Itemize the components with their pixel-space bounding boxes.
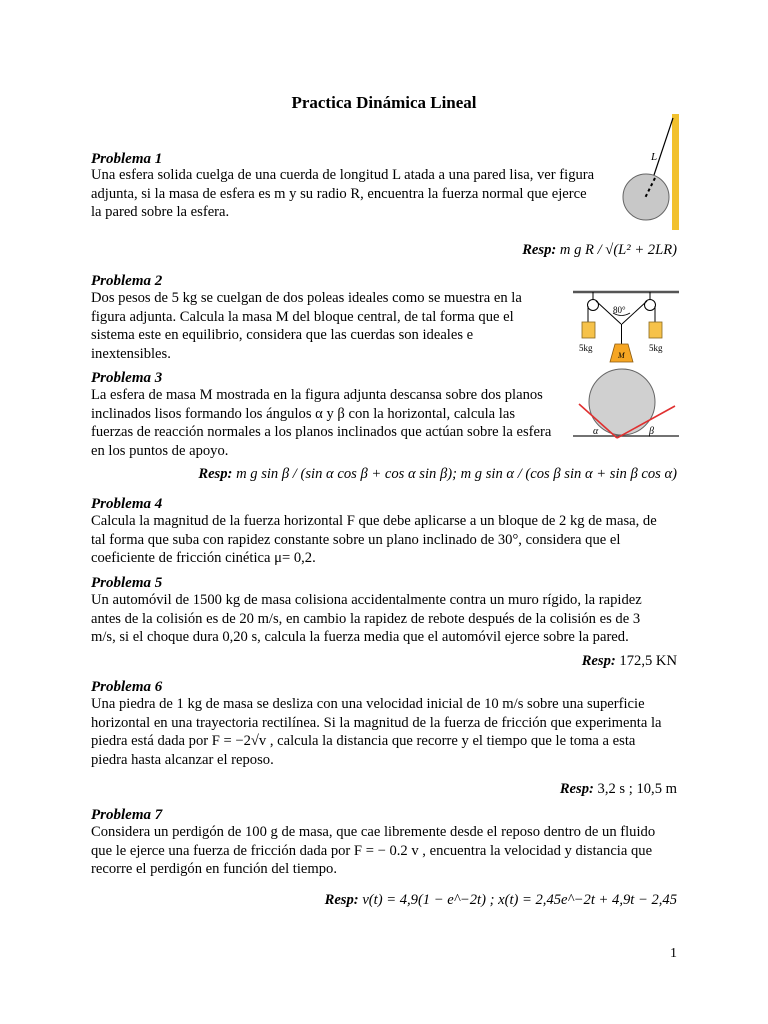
figure-alpha: α <box>593 426 599 437</box>
problem-5-line: antes de la colisión es de 20 m/s, en cambio la rapidez de rebote después de la colisión es de 3 <box>91 610 641 627</box>
problem-3-line: La esfera de masa M mostrada en la figura adjunta descansa sobre dos planos <box>91 387 543 403</box>
problem-6-line: piedra hasta alcanzar el reposo. <box>91 751 274 768</box>
problem-5-heading: Problema 5 <box>91 575 163 591</box>
problem-2-figure <box>571 284 681 366</box>
problem-6-line: horizontal en una trayectoria rectilínea. Si la magnitud de la fuerza de fricción que experimenta la <box>91 714 662 731</box>
problem-6-line: Una piedra de 1 kg de masa se desliza con una velocidad inicial de 10 m/s sobre una superficie <box>91 696 645 712</box>
resp-label: Resp: <box>559 781 594 797</box>
problem-7-line: Considera un perdigón de 100 g de masa, que cae libremente desde el reposo dentro de un fluido <box>91 824 656 840</box>
problem-1-answer <box>522 242 677 259</box>
answer-value: 3,2 s ; 10,5 m <box>597 781 677 797</box>
resp-label: Resp: <box>198 466 233 482</box>
figure-left-mass: 5kg <box>579 343 593 353</box>
problem-3-line: fuerzas de reacción normales a los planos inclinados que actúan sobre la esfera <box>91 424 552 440</box>
problem-4-line: tal forma que suba con rapidez constante sobre un plano inclinado de 30°, considera que el <box>91 531 621 548</box>
figure-label-L: L <box>651 151 658 163</box>
sphere <box>589 369 655 435</box>
problem-2-line: sistema este en equilibrio, considera que las cuerdas son ideales e <box>91 327 474 343</box>
figure-center-mass: M <box>618 351 625 360</box>
resp-label: Resp: <box>522 242 557 258</box>
left-weight <box>582 322 595 338</box>
problem-3-line: en los puntos de apoyo. <box>91 442 229 459</box>
problem-4-line: coeficiente de fricción cinética μ= 0,2. <box>91 550 316 566</box>
problem-1-line: adjunta, si la masa de esfera es m y su radio R, encuentra la fuerza normal que ejerce <box>91 185 587 202</box>
problem-1-line: Una esfera solida cuelga de una cuerda de longitud L atada a una pared lisa, ver figura <box>91 167 595 183</box>
problem-5-answer <box>582 653 677 670</box>
problem-2-line: Dos pesos de 5 kg se cuelgan de dos poleas ideales como se muestra en la <box>91 290 522 306</box>
problem-3-figure <box>571 368 681 440</box>
problem-5-line: m/s, si el choque dura 0,20 s, calcula la fuerza media que el automóvil ejerce sobre la pared. <box>91 629 629 645</box>
problem-1-line: la pared sobre la esfera. <box>91 204 230 220</box>
problem-7-text <box>91 823 679 879</box>
problem-5-line: Un automóvil de 1500 kg de masa colisiona accidentalmente contra un muro rígido, la rapidez <box>91 592 642 608</box>
problem-2-heading: Problema 2 <box>91 273 163 289</box>
figure-beta: β <box>649 426 654 437</box>
page-title: Practica Dinámica Lineal <box>291 93 477 112</box>
problem-4-text <box>91 512 679 568</box>
problem-1-text <box>91 166 681 222</box>
problem-1-heading: Problema 1 <box>91 151 163 167</box>
answer-value: m g sin β / (sin α cos β + cos α sin β); m g sin α / (cos β sin α + sin β cos α) <box>236 466 677 482</box>
wall <box>672 114 679 230</box>
problem-2-line: figura adjunta. Calcula la masa M del bloque central, de tal forma que el <box>91 308 514 325</box>
problem-7-heading: Problema 7 <box>91 807 163 823</box>
problem-6-answer <box>560 781 677 798</box>
problem-5-text <box>91 591 679 647</box>
resp-label: Resp: <box>581 653 616 669</box>
problem-7-answer <box>325 892 677 909</box>
right-weight <box>649 322 662 338</box>
problem-6-line: piedra está dada por F = −2√v , calcula la distancia que recorre y el tiempo que le toma a esta <box>91 733 636 749</box>
problem-4-heading: Problema 4 <box>91 496 163 512</box>
sphere <box>623 174 669 220</box>
problem-1-figure <box>615 112 685 232</box>
problem-3-line: inclinados lisos formando los ángulos α y β con la horizontal, calcula las <box>91 405 516 422</box>
problem-6-heading: Problema 6 <box>91 679 163 695</box>
answer-value: 172,5 KN <box>619 653 677 669</box>
page-number: 1 <box>670 946 677 961</box>
problem-3-heading: Problema 3 <box>91 370 163 386</box>
answer-value: v(t) = 4,9(1 − e^−2t) ; x(t) = 2,45e^−2t + 4,9t − 2,45 <box>362 892 677 908</box>
problem-2-line: inextensibles. <box>91 345 171 362</box>
problem-4-line: Calcula la magnitud de la fuerza horizontal F que debe aplicarse a un bloque de 2 kg de masa, de <box>91 513 657 529</box>
problem-3-text <box>91 386 559 460</box>
problem-6-text <box>91 695 679 769</box>
figure-right-mass: 5kg <box>649 343 663 353</box>
problem-7-line: que le ejerce una fuerza de fricción dada por F = − 0.2 v , encuentra la velocidad y distancia que <box>91 842 653 859</box>
figure-angle: 80° <box>613 305 626 315</box>
problem-2-text <box>91 289 559 363</box>
answer-value: m g R / √(L² + 2LR) <box>559 242 677 258</box>
problem-7-line: recorre el perdigón en función del tiempo. <box>91 861 337 877</box>
resp-label: Resp: <box>324 892 359 908</box>
problem-3-answer <box>198 466 677 483</box>
